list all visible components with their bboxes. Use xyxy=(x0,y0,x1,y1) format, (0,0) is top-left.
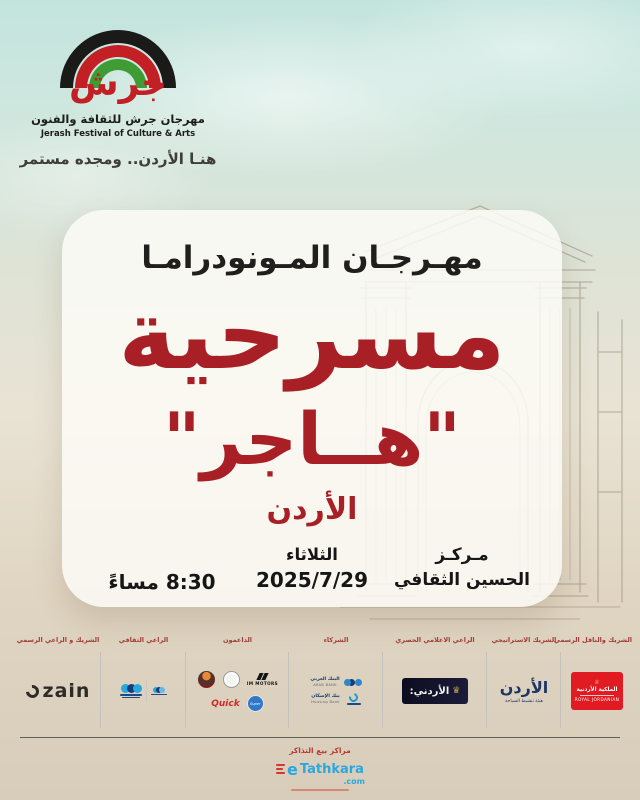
show-country: الأردن xyxy=(266,492,358,527)
housing-bank-logo: بنك الإسكان Housing Bank xyxy=(311,694,340,704)
royal-jordanian-logo: ♕ الملكية الأردنية ROYAL JORDANIAN xyxy=(571,672,623,710)
sponsor-divider xyxy=(382,652,383,728)
arab-bank-logo: البنك العربي ARAB BANK xyxy=(310,677,340,688)
sponsor-divider xyxy=(288,652,289,728)
sponsor-label: الشريك الاستراتيجي xyxy=(491,636,557,644)
show-title: "هــاجر" xyxy=(163,397,461,481)
festival-name-english: Jerash Festival of Culture & Arts xyxy=(40,129,196,139)
etathkara-logo xyxy=(0,758,640,791)
sponsor-col-carrier xyxy=(553,630,632,736)
venue xyxy=(382,545,542,590)
event-card xyxy=(62,210,562,607)
sponsor-label: الراعي الثقافي xyxy=(118,636,169,644)
sponsor-label: الشركاء xyxy=(323,636,349,644)
sponsor-col-strategic xyxy=(488,630,560,736)
event-details-row xyxy=(62,543,562,605)
sponsor-divider xyxy=(486,652,487,728)
partner-org-logo xyxy=(347,693,361,705)
sponsor-col-media xyxy=(384,630,486,736)
sponsor-label: الراعي الاعلامي الحصري xyxy=(395,636,475,644)
zain-logo: zain xyxy=(42,680,91,702)
sponsor-divider xyxy=(560,652,561,728)
super-logo: Super xyxy=(247,695,264,712)
tickets-heading: مراكز بيع التذاكر xyxy=(289,746,351,755)
etathkara-e: e xyxy=(287,759,298,779)
venue-line2: الحسين الثقافي xyxy=(393,570,531,590)
sponsor-divider xyxy=(185,652,186,728)
cultural-sponsor-logo-1 xyxy=(120,684,142,699)
arab-bank-circles-icon xyxy=(347,679,362,686)
sponsors-section xyxy=(0,630,640,736)
cultural-sponsor-logo-2 xyxy=(151,687,167,696)
supporter-seal-logo xyxy=(223,671,240,688)
festival-name-arabic: مهرجان جرش للثقافة والفنون xyxy=(31,112,205,126)
sponsor-label: الشريك والناقل الرسمي xyxy=(553,636,632,644)
event-time: 8:30 مساءً xyxy=(108,570,216,594)
event-date xyxy=(232,545,392,592)
event-date-value: 2025/7/29 xyxy=(255,568,369,592)
sponsor-col-cultural xyxy=(102,630,185,736)
event-day: الثلاثاء xyxy=(286,545,338,564)
show-type: مسرحية xyxy=(118,278,506,391)
crown-icon: ♕ xyxy=(594,678,600,686)
supporter-figure-logo xyxy=(197,670,216,689)
quick-logo: Quick xyxy=(211,698,240,709)
ticket-bars-icon xyxy=(276,764,285,775)
sponsor-col-partners xyxy=(290,630,382,736)
three-circles-icon xyxy=(121,684,142,693)
venue-line1: مـركـز xyxy=(435,545,489,565)
logo-calligraphy: جرش xyxy=(68,63,167,104)
festival-tagline: هنـا الأردن.. ومجده مستمر xyxy=(19,150,217,168)
swirl-icon xyxy=(348,692,360,704)
crown-icon: ♛ xyxy=(452,685,461,696)
etathkara-tld: .com xyxy=(343,777,365,786)
jordan-tourism-board-logo: الأردن هيئة تنشيط السياحة xyxy=(499,678,549,704)
monodrama-festival-title: مهـرجـان المـونودرامـا xyxy=(141,240,483,276)
sponsor-label: الشريك و الراعي الرسمي xyxy=(16,636,100,644)
sponsor-divider xyxy=(100,652,101,728)
logo-separator xyxy=(146,680,147,702)
footer-divider xyxy=(20,737,620,738)
zain-swirl-icon xyxy=(23,682,41,700)
sponsor-col-supporters xyxy=(187,630,288,736)
im-motors-logo: IM MOTORS xyxy=(247,673,278,686)
im-motors-icon xyxy=(258,673,267,680)
vendor-tagline-microtext xyxy=(291,789,349,791)
jordan-tv-logo: ♛ الأردني: xyxy=(402,678,468,704)
globe-cluster-icon xyxy=(153,687,165,693)
sponsor-col-official-partner xyxy=(16,630,100,736)
etathkara-name: Tathkara xyxy=(299,762,364,777)
sponsor-label: الداعمون xyxy=(222,636,253,644)
